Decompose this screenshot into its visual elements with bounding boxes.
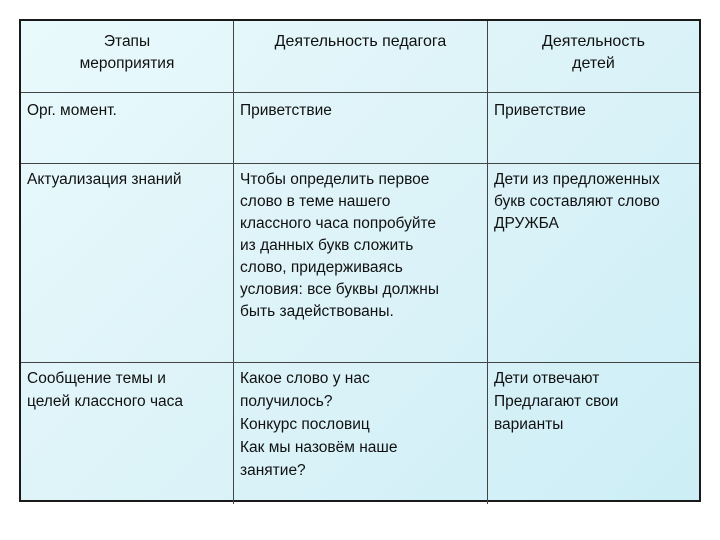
- teacher-line: получилось?: [240, 393, 333, 410]
- header-children-activity: [487, 21, 699, 92]
- table-header-row: [21, 21, 699, 93]
- stage-line: Актуализация знаний: [27, 171, 182, 188]
- children-cell: [487, 163, 699, 362]
- children-line: варианты: [494, 416, 564, 433]
- stage-cell: [21, 92, 233, 163]
- children-line: ДРУЖБА: [494, 215, 559, 232]
- teacher-line: Конкурс пословиц: [240, 416, 370, 433]
- teacher-line: быть задействованы.: [240, 303, 394, 320]
- stage-line: Сообщение темы и: [27, 370, 166, 387]
- header-children-line: детей: [572, 55, 615, 72]
- teacher-line: Как мы назовём наше: [240, 439, 398, 456]
- teacher-line: Чтобы определить первое: [240, 171, 430, 188]
- stage-line: Орг. момент.: [27, 102, 117, 119]
- teacher-line: Какое слово у нас: [240, 370, 370, 387]
- header-stages-line: Этапы: [103, 33, 151, 50]
- teacher-cell: [233, 92, 487, 163]
- teacher-line: условия: все буквы должны: [240, 281, 439, 298]
- table-row: [21, 92, 699, 164]
- teacher-cell: [233, 362, 487, 504]
- header-stages: [21, 21, 233, 92]
- teacher-line: Приветствие: [240, 102, 332, 119]
- children-cell: [487, 362, 699, 504]
- children-line: букв составляют слово: [494, 193, 660, 210]
- stage-line: целей классного часа: [27, 393, 184, 410]
- children-line: Дети из предложенных: [494, 171, 660, 188]
- teacher-line: слово в теме нашего: [240, 193, 391, 210]
- children-line: Дети отвечают: [494, 370, 600, 387]
- teacher-line: занятие?: [240, 462, 306, 479]
- header-children-line: Деятельность: [542, 33, 645, 50]
- children-line: Предлагают свои: [494, 393, 619, 410]
- teacher-line: из данных букв сложить: [240, 237, 414, 254]
- header-stages-line: мероприятия: [79, 55, 175, 72]
- children-line: Приветствие: [494, 102, 586, 119]
- header-teacher-activity: [233, 21, 487, 92]
- table-row: [21, 362, 699, 504]
- table-row: [21, 163, 699, 363]
- stage-cell: [21, 362, 233, 504]
- teacher-line: классного часа попробуйте: [240, 215, 437, 232]
- header-teacher-line: Деятельность педагога: [274, 33, 447, 50]
- children-cell: [487, 92, 699, 163]
- teacher-cell: [233, 163, 487, 362]
- teacher-line: слово, придерживаясь: [240, 259, 403, 276]
- stage-cell: [21, 163, 233, 362]
- lesson-plan-table: [19, 19, 701, 502]
